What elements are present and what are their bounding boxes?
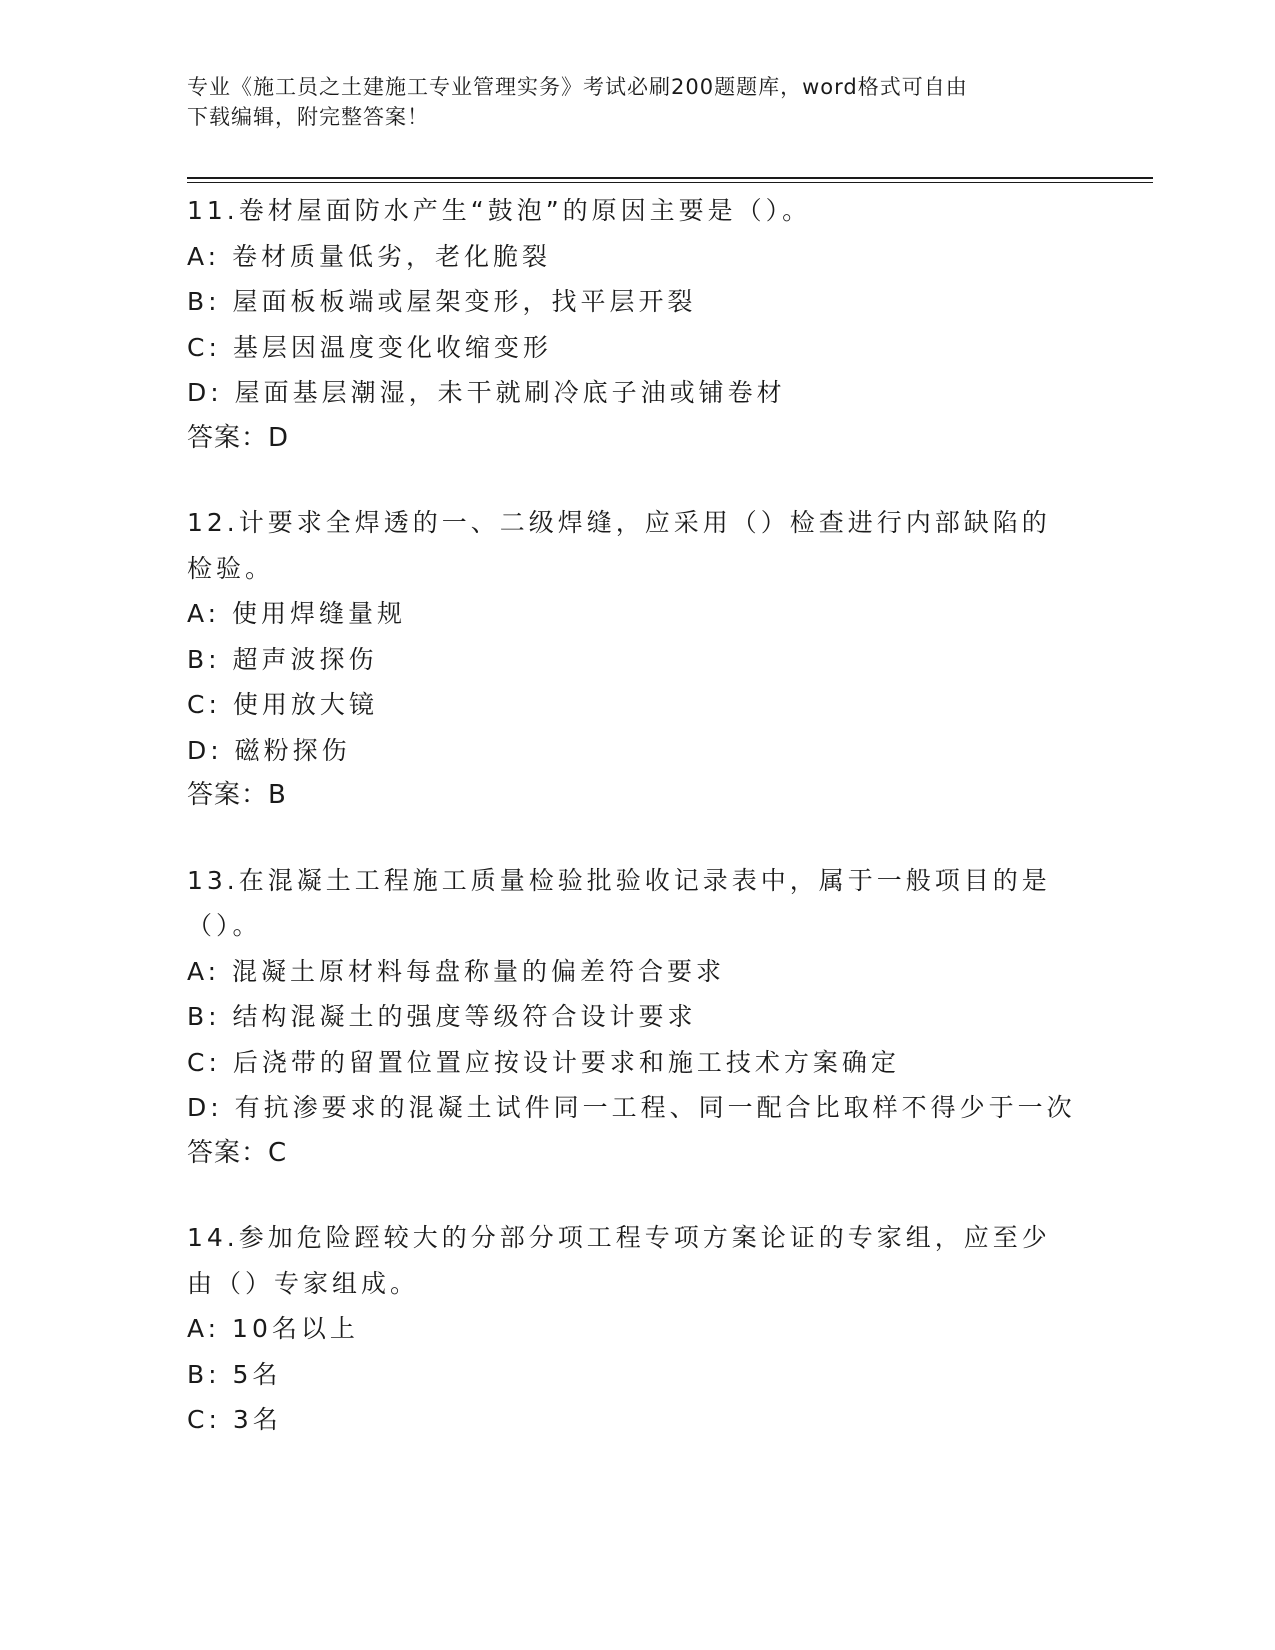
document-header — [187, 72, 1067, 132]
option-c: C: 3名 — [187, 1405, 282, 1434]
answer-label: 答案：C — [187, 1137, 288, 1168]
option-b: B: 屋面板板端或屋架变形，找平层开裂 — [187, 287, 697, 316]
option-a: A: 10名以上 — [187, 1314, 359, 1343]
header-rule-thin — [187, 182, 1153, 183]
answer-label: 答案：B — [187, 780, 287, 810]
option-d: D: 有抗渗要求的混凝土试件同一工程、同一配合比取样不得少于一次 — [187, 1093, 1076, 1122]
question-13 — [187, 858, 1087, 1177]
question-stem: 14.参加危险踁较大的分部分项工程专项方案论证的专家组，应至少由（）专家组成。 — [187, 1223, 1051, 1298]
option-a: A: 混凝土原材料每盘称量的偏差符合要求 — [187, 956, 726, 986]
header-line-2: 下载编辑，附完整答案！ — [187, 105, 429, 129]
option-d: D: 磁粉探伤 — [187, 735, 351, 765]
question-stem: 13.在混凝土工程施工质量检验批验收记录表中，属于一般项目的是（）。 — [187, 865, 1051, 940]
option-c: C: 基层因温度变化收缩变形 — [187, 332, 552, 362]
question-stem: 11.卷材屋面防水产生“鼓泡”的原因主要是（）。 — [187, 196, 812, 225]
option-b: B: 5名 — [187, 1359, 282, 1389]
option-c: C: 后浇带的留置位置应按设计要求和施工技术方案确定 — [187, 1047, 900, 1077]
question-list — [187, 188, 1087, 1482]
option-a: A: 使用焊缝量规 — [187, 599, 407, 628]
option-d: D: 屋面基层潮湿，未干就刷冷底子油或铺卷材 — [187, 378, 786, 407]
question-stem: 12.计要求全焊透的一、二级焊缝，应采用（）检查进行内部缺陷的检验。 — [187, 508, 1051, 583]
question-12 — [187, 500, 1087, 819]
header-line-1: 专业《施工员之土建施工专业管理实务》考试必刷200题题库，word格式可自由 — [187, 75, 968, 99]
option-a: A: 卷材质量低劣，老化脆裂 — [187, 241, 552, 271]
option-b: B: 结构混凝土的强度等级符合设计要求 — [187, 1002, 697, 1031]
question-11 — [187, 188, 1087, 461]
question-14 — [187, 1215, 1087, 1443]
option-b: B: 超声波探伤 — [187, 644, 378, 674]
option-c: C: 使用放大镜 — [187, 690, 378, 719]
header-rule-thick — [187, 177, 1153, 179]
answer-label: 答案：D — [187, 422, 290, 453]
